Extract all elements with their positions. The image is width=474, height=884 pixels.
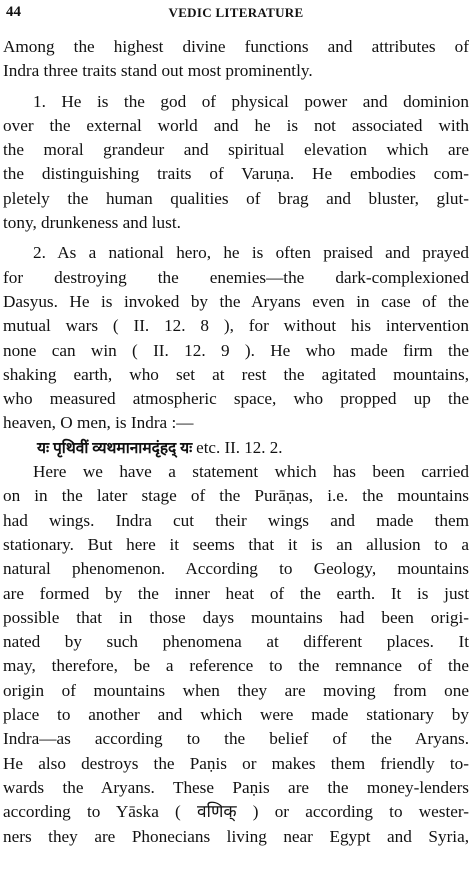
text-line: 1. He is the god of physical power and dominion [33,91,469,111]
text-line: are formed by the inner heat of the earth. It is just [3,583,469,603]
text-line: the distinguishing traits of Varuṇa. He embodies com- [3,164,469,184]
text-line: 2. As a national hero, he is often praised and prayed [33,243,469,263]
text-line: on in the later stage of the Purāṇas, i.e. the mountains [3,486,469,506]
verse-reference: etc. II. 12. 2. [196,437,283,457]
text-line: natural phenomenon. According to Geology, mountains [3,559,469,579]
text-line: wards the Aryans. These Paṇis are the money-lenders [3,777,469,797]
page-header [6,4,466,24]
text-line: Among the highest divine functions and attributes of [3,37,469,56]
text-line: mutual wars ( II. 12. 8 ), for without his intervention [3,316,469,336]
text-line: stationary. But here it seems that it is an allusion to a [3,534,469,554]
text-line: had wings. Indra cut their wings and made them [3,510,469,530]
paragraph-4 [3,460,469,849]
text-line: according to Yāska ( वणिक् ) or according to wester- [3,802,469,822]
sanskrit-verse [3,436,469,460]
text-line: over the external world and he is not associated with [3,115,469,135]
text-line: may, therefore, be a reference to the remnance of the [3,656,469,676]
text-line: Here we have a statement which has been carried [33,462,469,482]
paragraph-1 [3,35,469,84]
body-text [3,35,469,849]
verse-devanagari: यः पृथिवीं व्यथमानामदृंहद् यः [37,439,193,457]
text-line: the moral grandeur and spiritual elevation which are [3,140,469,160]
text-line: nated by such phenomena at different places. It [3,632,469,652]
page-number: 44 [6,4,21,20]
text-line: Indra—as according to the belief of the Aryans. [3,729,469,749]
text-line: shaking earth, who set at rest the agitated mountains, [3,364,469,384]
text-line: Indra three traits stand out most prominently. [3,61,313,81]
paragraph-3 [3,241,469,435]
text-line: who measured atmospheric space, who propped up the [3,389,469,409]
text-line: possible that in those days mountains had been origi- [3,607,469,627]
text-line: origin of mountains when they are moving from one [3,680,469,700]
text-line: He also destroys the Paṇis or makes them friendly to- [3,753,469,773]
running-head: VEDIC LITERATURE [168,5,304,20]
text-line: for destroying the enemies—the dark-complexioned [3,267,469,287]
text-line: none can win ( II. 12. 9 ). He who made firm the [3,340,469,360]
text-line: ners they are Phonecians living near Egypt and Syria, [3,826,469,846]
text-line: Dasyus. He is invoked by the Aryans even in case of the [3,291,469,311]
text-line: pletely the human qualities of brag and bluster, glut- [3,188,469,208]
paragraph-2 [3,90,469,236]
text-line: tony, drunkeness and lust. [3,213,181,233]
text-line: place to another and which were made stationary by [3,705,469,725]
text-line: heaven, O men, is Indra :— [3,413,194,433]
